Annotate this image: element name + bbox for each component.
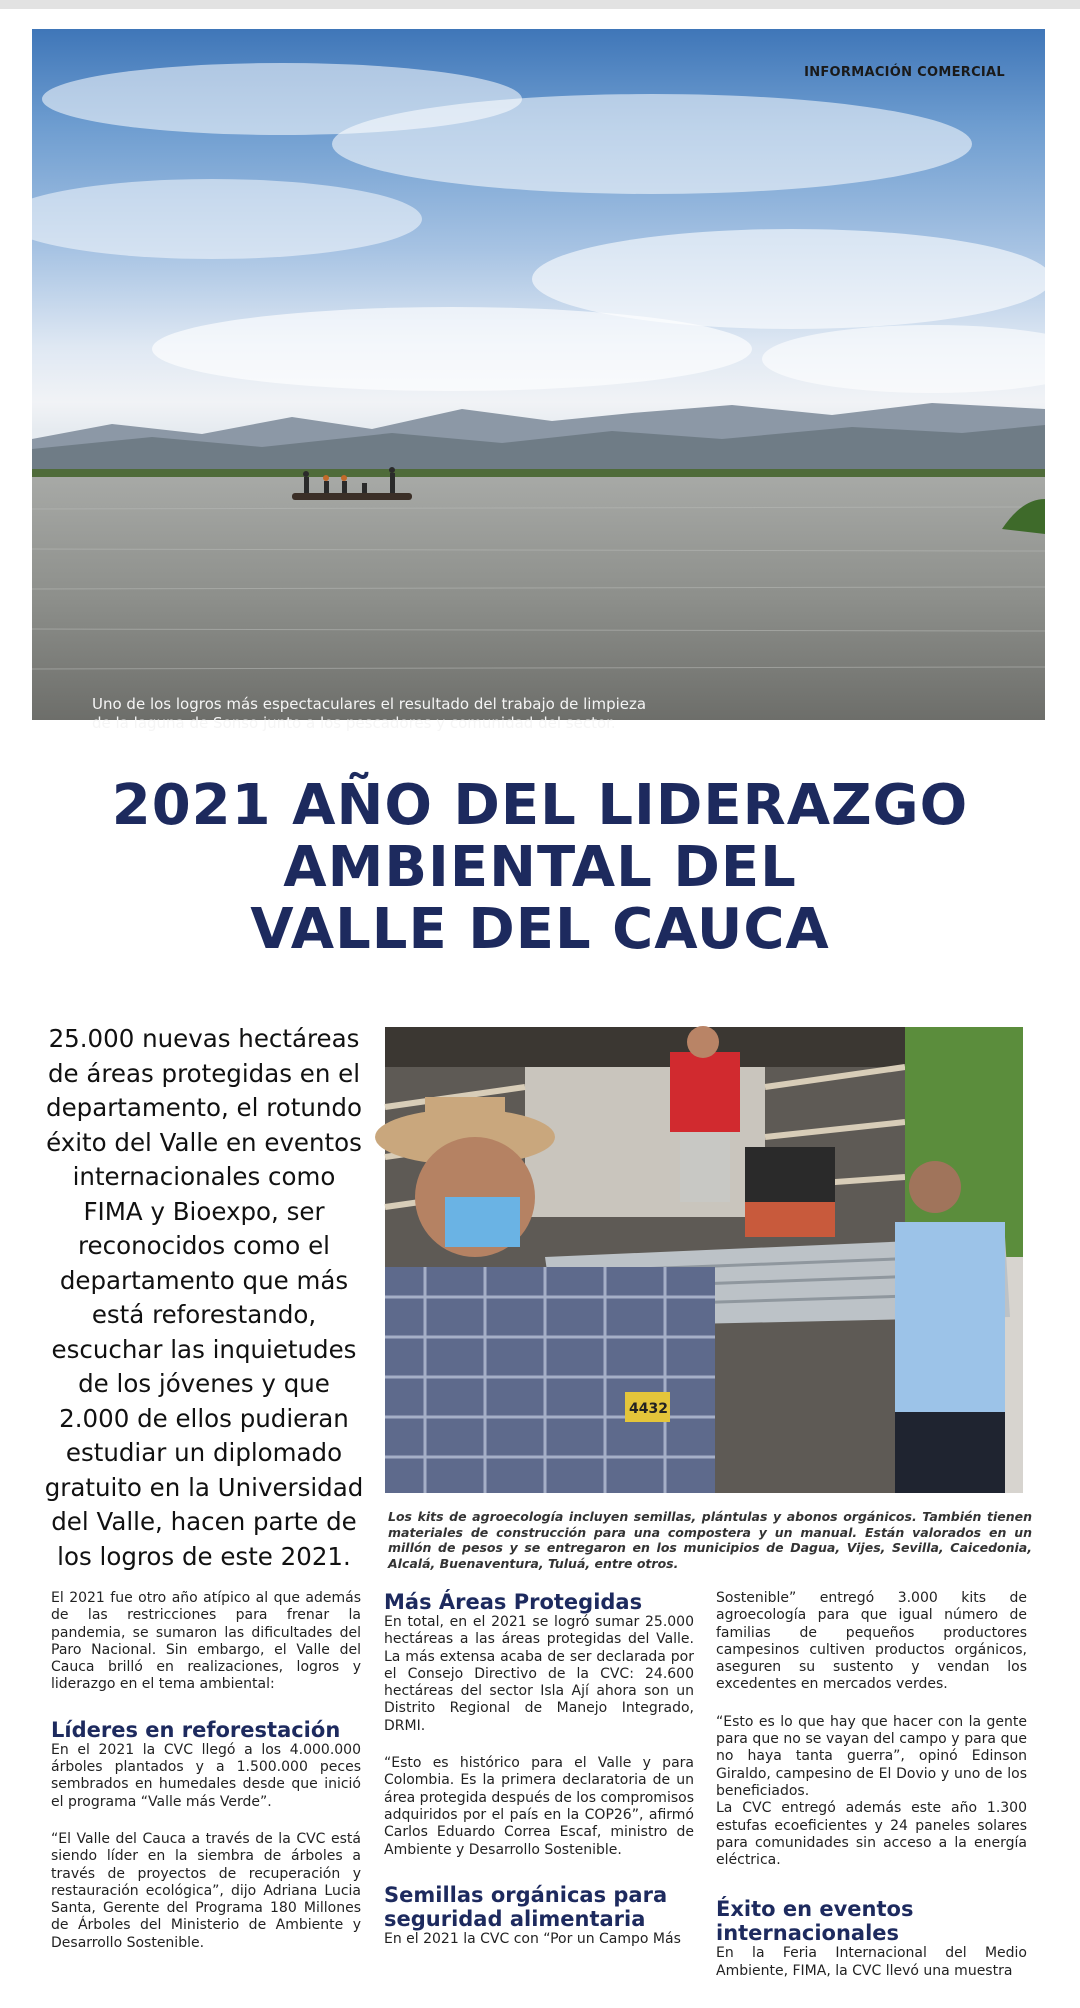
top-border — [0, 0, 1080, 9]
truck-plate-text: 4432 — [629, 1401, 668, 1417]
column-3 — [716, 1590, 1027, 2000]
column-2-paragraph-2: “Esto es histórico para el Valle y para Colombia. Es la primera declaratoria de un área protegida después de los compromisos adquiridos por el país en la COP26”, afirmó Carlos Eduardo Correa Escaf, ministro de Ambiente y Desarrollo Sostenible. — [384, 1755, 694, 1858]
column-2-paragraph-3: En el 2021 la CVC con “Por un Campo Más — [384, 1930, 681, 1947]
headline-line-3: VALLE DEL CAUCA — [250, 897, 830, 962]
hero-caption-line-1: Uno de los logros más espectaculares el resultado del trabajo de limpieza — [92, 695, 647, 713]
hero-photo-lagoon — [32, 29, 1045, 732]
page-headline — [40, 775, 1040, 961]
heading-semillas-organicas: Semillas orgánicas para seguridad alimentaria — [384, 1882, 668, 1931]
truck-delivery-illustration — [385, 1027, 1023, 1493]
column-2-paragraph-1: En total, en el 2021 se logró sumar 25.000 hectáreas a las áreas protegidas del Valle. La más extensa acaba de ser declarada por el Consejo Directivo de la CVC: 24.600 hectáreas del sector Isla Ají ahora son un Distrito Regional de Manejo Integrado, DRMI. — [384, 1614, 694, 1734]
heading-lideres-reforestacion: Líderes en reforestación — [51, 1717, 341, 1742]
heading-mas-areas-protegidas: Más Áreas Protegidas — [384, 1590, 643, 1614]
hero-caption-line-2: de la laguna de Sonso junto a los pescadores y comunidad del sector. — [92, 714, 616, 732]
column-3-paragraph-1: Sostenible” entregó 3.000 kits de agroecología para que igual número de familias de pequeños productores campesinos cultiven productos orgánicos, aseguren su sustento y vendan los excedentes en mercados verdes. — [716, 1590, 1027, 1693]
photo-truck-delivery — [385, 1027, 1023, 1493]
column-1 — [51, 1590, 361, 1972]
section-tag: INFORMACIÓN COMERCIAL — [804, 65, 1005, 80]
lagoon-landscape-illustration — [32, 29, 1045, 720]
column-3-paragraph-2: “Esto es lo que hay que hacer con la gente para que no se vayan del campo y para que no haya tanta guerra”, opinó Edinson Giraldo, campesino de El Dovio y uno de los beneficiados. — [716, 1713, 1027, 1799]
hero-caption — [92, 695, 692, 733]
photo2-caption: Los kits de agroecología incluyen semillas, plántulas y abonos orgánicos. También tienen materiales de construcción para una compostera y un manual. Están valorados en un millón de pesos y se entregaron en los municipios de Dagua, Vijes, Sevilla, Caicedonia, Alcalá, Buenaventura, Tuluá, entre otros. — [388, 1509, 1032, 1571]
lead-paragraph: 25.000 nuevas hectáreas de áreas protegidas en el departamento, el rotundo éxito del Valle en eventos internacionales como FIMA y Bioexpo, ser reconocidos como el departamento que más está reforestando, escuchar las inquietudes de los jóvenes y que 2.000 de ellos pudieran estudiar un diplomado gratuito en la Universidad del Valle, hacen parte de los logros de este 2021. — [44, 1024, 364, 1571]
column-3-paragraph-3: La CVC entregó además este año 1.300 estufas ecoeficientes y 24 paneles solares para comunidades sin acceso a la energía eléctrica. — [716, 1800, 1027, 1869]
column-2 — [384, 1590, 694, 1968]
heading-exito-eventos: Éxito en eventos internacionales — [716, 1897, 914, 1946]
column-3-paragraph-4: En la Feria Internacional del Medio Ambiente, FIMA, la CVC llevó una muestra — [716, 1945, 1027, 1979]
column-1-paragraph-1: En el 2021 la CVC llegó a los 4.000.000 árboles plantados y a 1.500.000 peces sembrados en humedales desde que inició el programa “Valle más Verde”. — [51, 1741, 361, 1810]
column-1-paragraph-2: “El Valle del Cauca a través de la CVC está siendo líder en la siembra de árboles a través de proyectos de recuperación y restauración ecológica”, dijo Adriana Lucia Santa, Gerente del Programa 180 Millones de Árboles del Ministerio de Ambiente y Desarrollo Sostenible. — [51, 1830, 361, 1951]
headline-line-2: AMBIENTAL DEL — [283, 835, 797, 900]
column-1-intro: El 2021 fue otro año atípico al que además de las restricciones para frenar la pandemia, se sumaron las dificultades del Paro Nacional. Sin embargo, el Valle del Cauca brilló en realizaciones, logros y liderazgo en el tema ambiental: — [51, 1590, 361, 1693]
headline-line-1: 2021 AÑO DEL LIDERAZGO — [111, 773, 969, 838]
